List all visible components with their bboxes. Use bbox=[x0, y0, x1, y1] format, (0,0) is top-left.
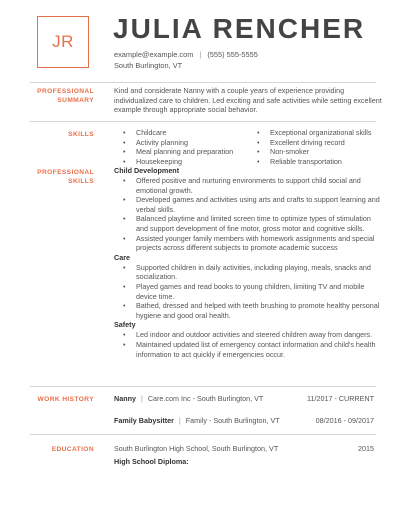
skill-bullet: • Bathed, dressed and helped with teeth brushing to promote healthy personal hygiene and good oral health. bbox=[114, 301, 384, 320]
phone: (555) 555-5555 bbox=[207, 50, 258, 59]
summary-label: PROFESSIONAL SUMMARY bbox=[37, 88, 94, 104]
job-title: Family Babysitter bbox=[114, 416, 174, 425]
skill-bullet: • Led indoor and outdoor activities and steered children away from dangers. bbox=[114, 330, 384, 340]
initials-text: JR bbox=[52, 32, 74, 51]
education-degree: High School Diploma: bbox=[114, 457, 189, 466]
skill-item: • Meal planning and preparation bbox=[114, 147, 244, 157]
skill-item: • Housekeeping bbox=[114, 157, 244, 167]
job-org: Family - South Burlington, VT bbox=[185, 416, 280, 425]
job-row bbox=[114, 394, 263, 404]
job-dates: 08/2016 - 09/2017 bbox=[315, 416, 374, 425]
skill-item: • Activity planning bbox=[114, 138, 244, 148]
skill-group-list bbox=[114, 263, 384, 321]
skill-item: • Exceptional organizational skills bbox=[248, 128, 388, 138]
skill-bullet: • Balanced playtime and limited screen time to optimize types of stimulation and support development of fine motor, gross motor and cognitive skills. bbox=[114, 214, 384, 233]
skill-group-list bbox=[114, 330, 384, 359]
candidate-name: JULIA RENCHER bbox=[113, 13, 366, 44]
separator: | bbox=[199, 50, 202, 59]
skill-item: • Excellent driving record bbox=[248, 138, 388, 148]
skill-group-title: Care bbox=[114, 252, 130, 262]
skill-item: • Reliable transportation bbox=[248, 157, 388, 167]
initials-monogram bbox=[37, 16, 89, 68]
skill-bullet: • Assisted younger family members with homework assignments and special projects across different subjects to promote academic success bbox=[114, 234, 384, 253]
job-title: Nanny bbox=[114, 394, 136, 403]
job-row bbox=[114, 416, 280, 426]
skill-bullet: • Maintained updated list of emergency contact information and child's health information to act quickly if emergencies occur. bbox=[114, 340, 384, 359]
skill-item: • Childcare bbox=[114, 128, 244, 138]
skill-item: • Non-smoker bbox=[248, 147, 388, 157]
job-org: Care.com Inc - South Burlington, VT bbox=[147, 394, 264, 403]
section-divider bbox=[30, 386, 376, 387]
summary-text: Kind and considerate Nanny with a couple years of experience providing individualized care to children. Led exciting and safe activities while setting excellent example through appropriate social behavior. bbox=[114, 86, 382, 115]
separator: | bbox=[140, 394, 143, 403]
education-school: South Burlington High School, South Burlington, VT bbox=[114, 444, 279, 453]
professional-skills-label: PROFESSIONAL SKILLS bbox=[37, 169, 94, 185]
separator: | bbox=[178, 416, 181, 425]
education-label: EDUCATION bbox=[51, 446, 94, 453]
skill-group-list bbox=[114, 176, 384, 253]
section-divider bbox=[30, 82, 376, 83]
skill-bullet: • Supported children in daily activities, including playing, meals, snacks and socialization. bbox=[114, 263, 384, 282]
skill-group-title: Child Development bbox=[114, 166, 180, 175]
job-dates: 11/2017 - CURRENT bbox=[307, 394, 374, 403]
skills-label: SKILLS bbox=[68, 131, 94, 138]
section-divider bbox=[30, 121, 376, 122]
skills-list-left bbox=[114, 128, 244, 166]
skills-list-right bbox=[248, 128, 388, 166]
skill-bullet: • Developed games and activities using arts and crafts to support learning and verbal skills. bbox=[114, 195, 384, 214]
work-history-label: WORK HISTORY bbox=[37, 396, 94, 403]
section-divider bbox=[30, 434, 376, 435]
skill-bullet: • Offered positive and nurturing environments to support child social and emotional growth. bbox=[114, 176, 384, 195]
contact-info bbox=[114, 49, 258, 71]
skill-bullet: • Played games and read books to young children, limiting TV and mobile device time. bbox=[114, 282, 384, 301]
professional-skills-content bbox=[114, 166, 384, 359]
education-year: 2015 bbox=[358, 444, 374, 453]
skill-group-title: Safety bbox=[114, 320, 136, 330]
email[interactable]: example@example.com bbox=[114, 50, 194, 59]
location: South Burlington, VT bbox=[114, 61, 183, 70]
